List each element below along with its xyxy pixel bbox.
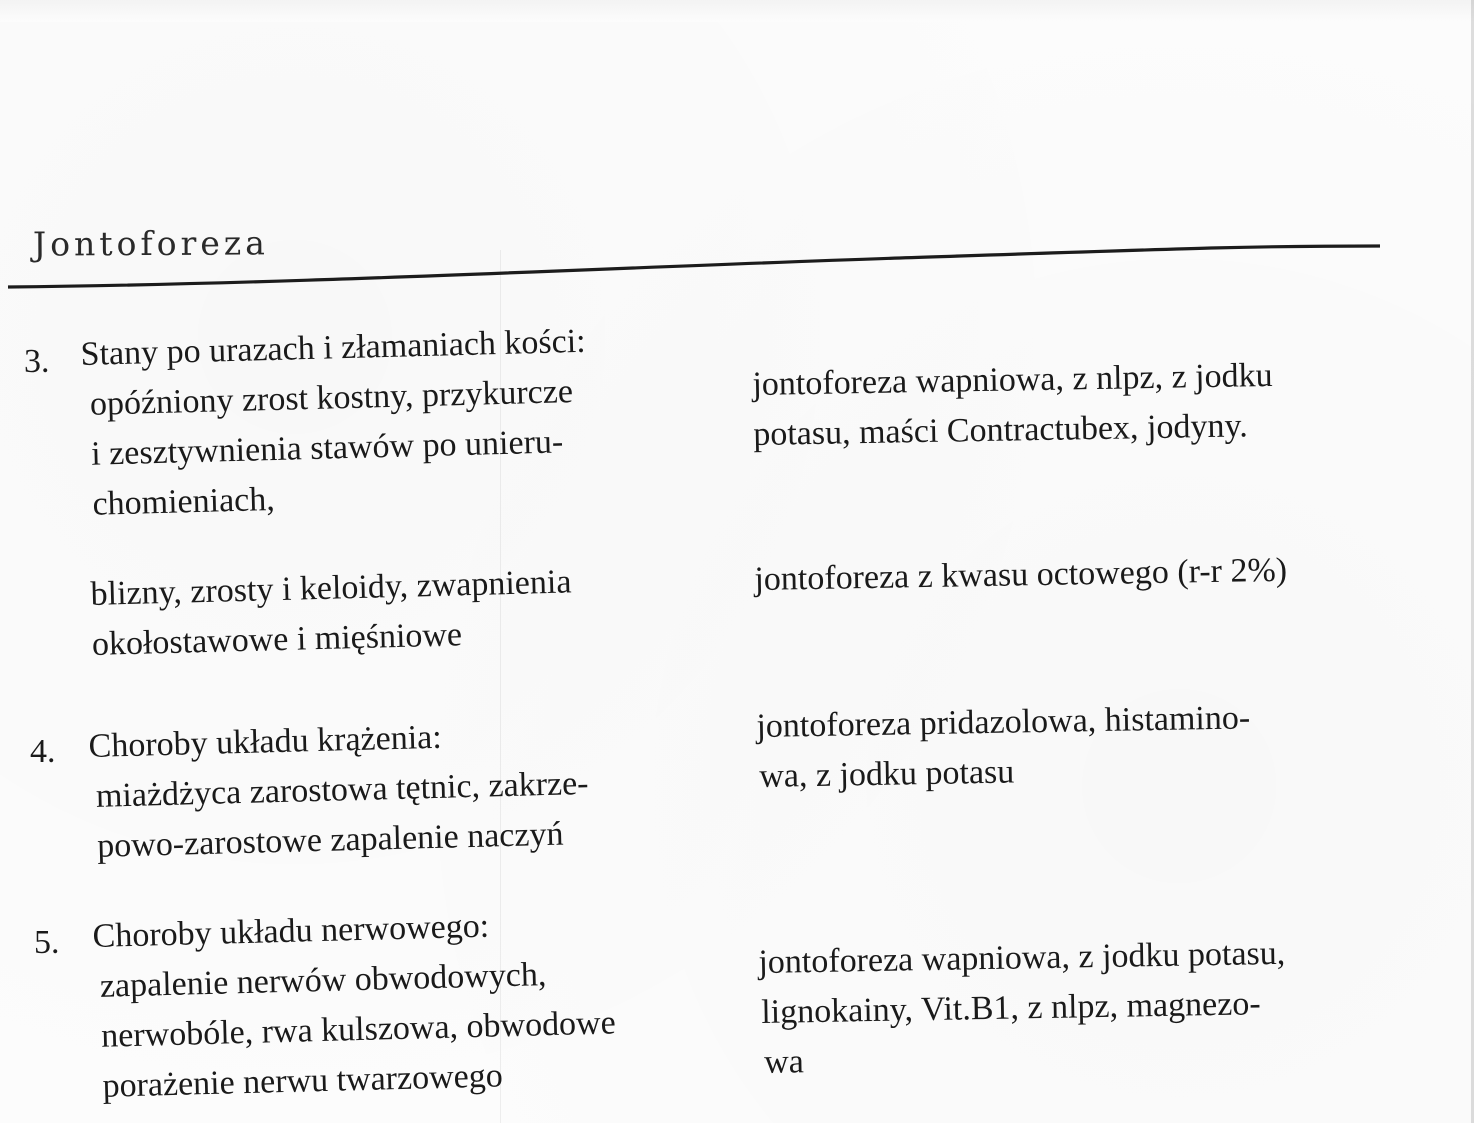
item-line: chomieniach, [92, 480, 276, 523]
item-number: 4. [30, 733, 56, 770]
item-treatment-line: jontoforeza wapniowa, z jodku potasu, [758, 934, 1286, 981]
item-number: 3. [24, 343, 50, 380]
item-line: okołostawowe i mięśniowe [91, 616, 463, 663]
item-number: 5. [34, 924, 60, 961]
item-heading: Stany po urazach i złamaniach kości: [80, 322, 587, 373]
item-treatment-line: potasu, maści Contractubex, jodyny. [752, 407, 1249, 453]
item-line: nerwobóle, rwa kulszowa, obwodowe [100, 1004, 617, 1055]
item-treatment-line: wa [763, 1043, 805, 1081]
section-divider-line [0, 0, 1474, 300]
item-treatment-line: wa, z jodku potasu [758, 753, 1015, 795]
item-line: i zesztywnienia stawów po unieru- [90, 423, 564, 473]
item-line: porażenie nerwu twarzowego [102, 1057, 504, 1105]
item-treatment-line: jontoforeza z kwasu octowego (r-r 2%) [754, 551, 1288, 598]
item-heading: Choroby układu krążenia: [88, 718, 443, 765]
section-title: Jontoforeza [32, 223, 270, 264]
item-line: zapalenie nerwów obwodowych, [99, 956, 547, 1005]
item-line: miażdżyca zarostowa tętnic, zakrze- [95, 764, 589, 815]
item-heading: Choroby układu nerwowego: [92, 907, 490, 955]
item-line: powo-zarostowe zapalenie naczyń [96, 815, 564, 865]
item-treatment-line: jontoforeza pridazolowa, histamino- [756, 699, 1251, 745]
item-line: blizny, zrosty i keloidy, zwapnienia [90, 563, 572, 613]
item-treatment-line: lignokainy, Vit.B1, z nlpz, magnezo- [760, 985, 1261, 1031]
item-treatment-line: jontoforeza wapniowa, z nlpz, z jodku [752, 356, 1273, 403]
item-line: opóźniony zrost kostny, przykurcze [89, 373, 574, 423]
